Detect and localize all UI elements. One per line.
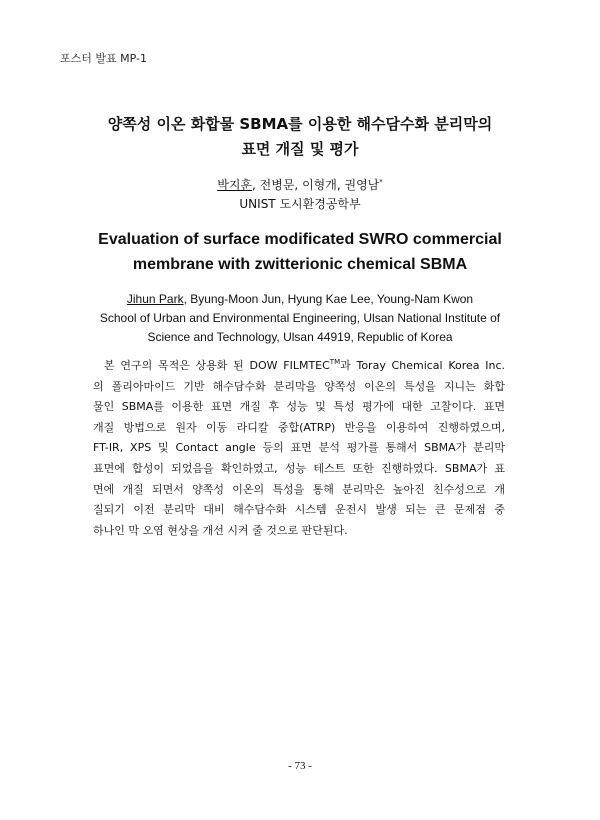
abstract-line: 표면에 합성이 되었음을 확인하였고, 성능 테스트 또한 진행하였다. SBMA가 표 (93, 461, 505, 475)
korean-title-line-1: 양쪽성 이온 화합물 SBMA를 이용한 해수담수화 분리막의 (107, 115, 493, 133)
abstract-line: 하나인 막 오염 현상을 개선 시켜 줄 것으로 판단된다. (93, 523, 348, 537)
page-number: - 73 - (288, 760, 312, 772)
korean-title (0, 112, 600, 162)
korean-author-block (0, 173, 600, 214)
corresponding-author-mark: * (379, 178, 383, 186)
korean-first-author: 박지훈 (217, 178, 253, 192)
abstract-line: FT-IR, XPS 및 Contact angle 등의 표면 분석 평가를 통해서 SBMA가 분리막 (93, 441, 505, 455)
korean-title-line-2: 표면 개질 및 평가 (241, 140, 359, 158)
abstract-line: 개질 방법으로 원자 이동 라디칼 중합(ATRP) 반응을 이용하여 진행하였으며, (93, 420, 505, 434)
abstract-line-1-text: 본 연구의 목적은 상용화 된 DOW FILMTEC (104, 359, 330, 372)
english-first-author: Jihun Park (126, 292, 184, 306)
english-affiliation-line-1: School of Urban and Environmental Engineering, Ulsan National Institute of (99, 311, 501, 325)
english-title-line-1: Evaluation of surface modificated SWRO commercial (98, 231, 502, 248)
english-authors (0, 290, 600, 309)
korean-authors (0, 173, 600, 195)
abstract-line: 면에 개질 되면서 양쪽성 이온의 특성을 통해 분리막은 높아진 친수성으로 개 (93, 482, 505, 496)
abstract-line (93, 352, 505, 377)
abstract-line: 의 폴리아마이드 기반 해수담수화 분리막을 양쪽성 이온의 특성을 지니는 화합 (93, 379, 505, 393)
korean-affiliation: UNIST 도시환경공학부 (239, 197, 361, 211)
english-affiliation-line-2: Science and Technology, Ulsan 44919, Republic of Korea (147, 330, 453, 344)
english-other-authors: , Byung-Moon Jun, Hyung Kae Lee, Young-Nam Kwon (183, 292, 474, 306)
english-title (0, 227, 600, 277)
abstract-line: 질되기 이전 분리막 대비 해수담수화 시스템 운전시 발생 되는 큰 문제점 중 (93, 503, 505, 517)
korean-other-authors: , 전병문, 이형개, 권영남 (252, 178, 380, 192)
abstract (93, 352, 505, 541)
session-label: 포스터 발표 MP-1 (60, 52, 147, 65)
abstract-line: 물인 SBMA를 이용한 표면 개질 후 성능 및 특성 평가에 대한 고찰이다. 표면 (93, 400, 505, 414)
english-title-line-2: membrane with zwitterionic chemical SBMA (132, 256, 468, 273)
trademark-mark: TM (329, 358, 341, 366)
english-author-block (0, 290, 600, 347)
abstract-line-1-text-continued: 과 Toray Chemical Korea Inc. (340, 359, 505, 372)
